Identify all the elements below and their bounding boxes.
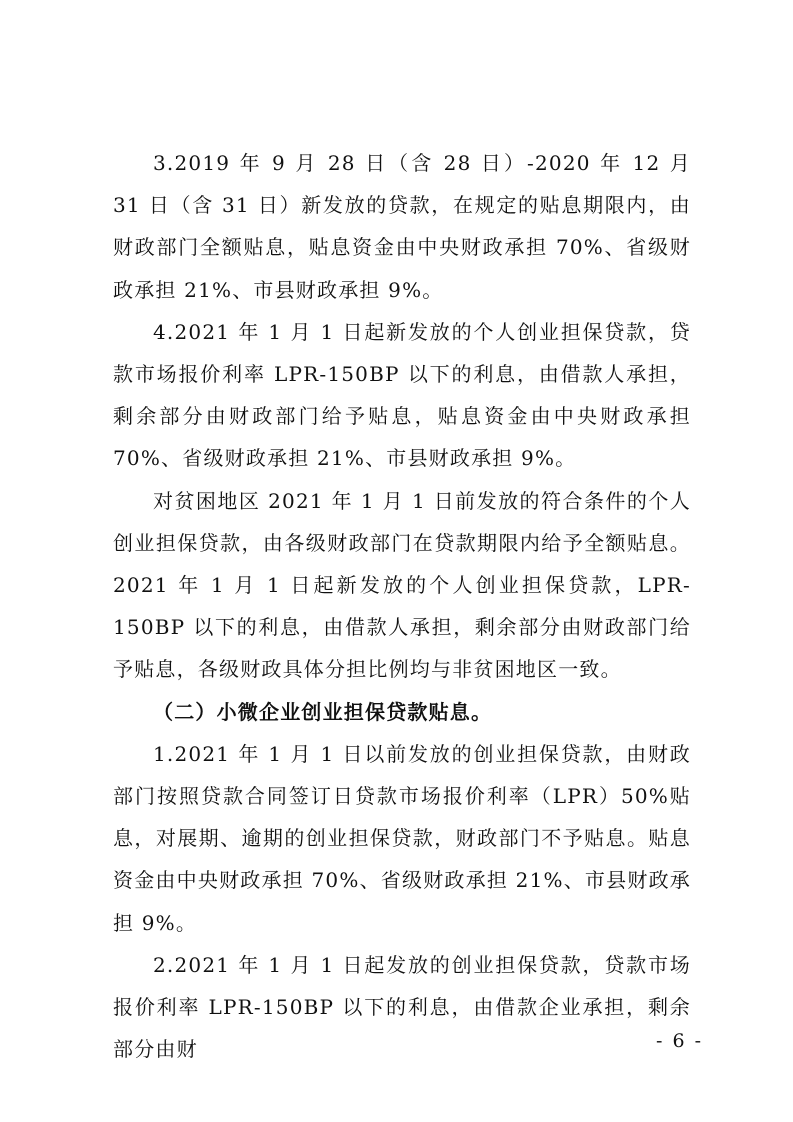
body-text bbox=[113, 142, 691, 1070]
paragraph-item-1: 1.2021 年 1 月 1 日以前发放的创业担保贷款，由财政部门按照贷款合同签订日贷款市场报价利率（LPR）50%贴息，对展期、逾期的创业担保贷款，财政部门不予贴息。贴息资金由中央财政承担 70%、省级财政承担 21%、市县财政承担 9%。 bbox=[113, 741, 691, 935]
page-number: - 6 - bbox=[655, 1030, 703, 1052]
paragraph-poverty-areas: 对贫困地区 2021 年 1 月 1 日前发放的符合条件的个人创业担保贷款，由各级财政部门在贷款期限内给予全额贴息。2021 年 1 月 1 日起新发放的个人创业担保贷款，LPR-150BP 以下的利息，由借款人承担，剩余部分由财政部门给予贴息，各级财政具体分担比例均与非贫困地区一致。 bbox=[113, 488, 691, 682]
paragraph-item-3: 3.2019 年 9 月 28 日（含 28 日）-2020 年 12 月 31 日（含 31 日）新发放的贷款，在规定的贴息期限内，由财政部门全额贴息，贴息资金由中央财政承担 70%、省级财政承担 21%、市县财政承担 9%。 bbox=[113, 151, 691, 302]
paragraph-item-4: 4.2021 年 1 月 1 日起新发放的个人创业担保贷款，贷款市场报价利率 LPR-150BP 以下的利息，由借款人承担，剩余部分由财政部门给予贴息，贴息资金由中央财政承担 70%、省级财政承担 21%、市县财政承担 9%。 bbox=[113, 319, 691, 471]
section-heading: （二）小微企业创业担保贷款贴息。 bbox=[153, 699, 493, 724]
paragraph-item-2: 2.2021 年 1 月 1 日起发放的创业担保贷款，贷款市场报价利率 LPR-150BP 以下的利息，由借款企业承担，剩余部分由财 bbox=[113, 952, 691, 1062]
